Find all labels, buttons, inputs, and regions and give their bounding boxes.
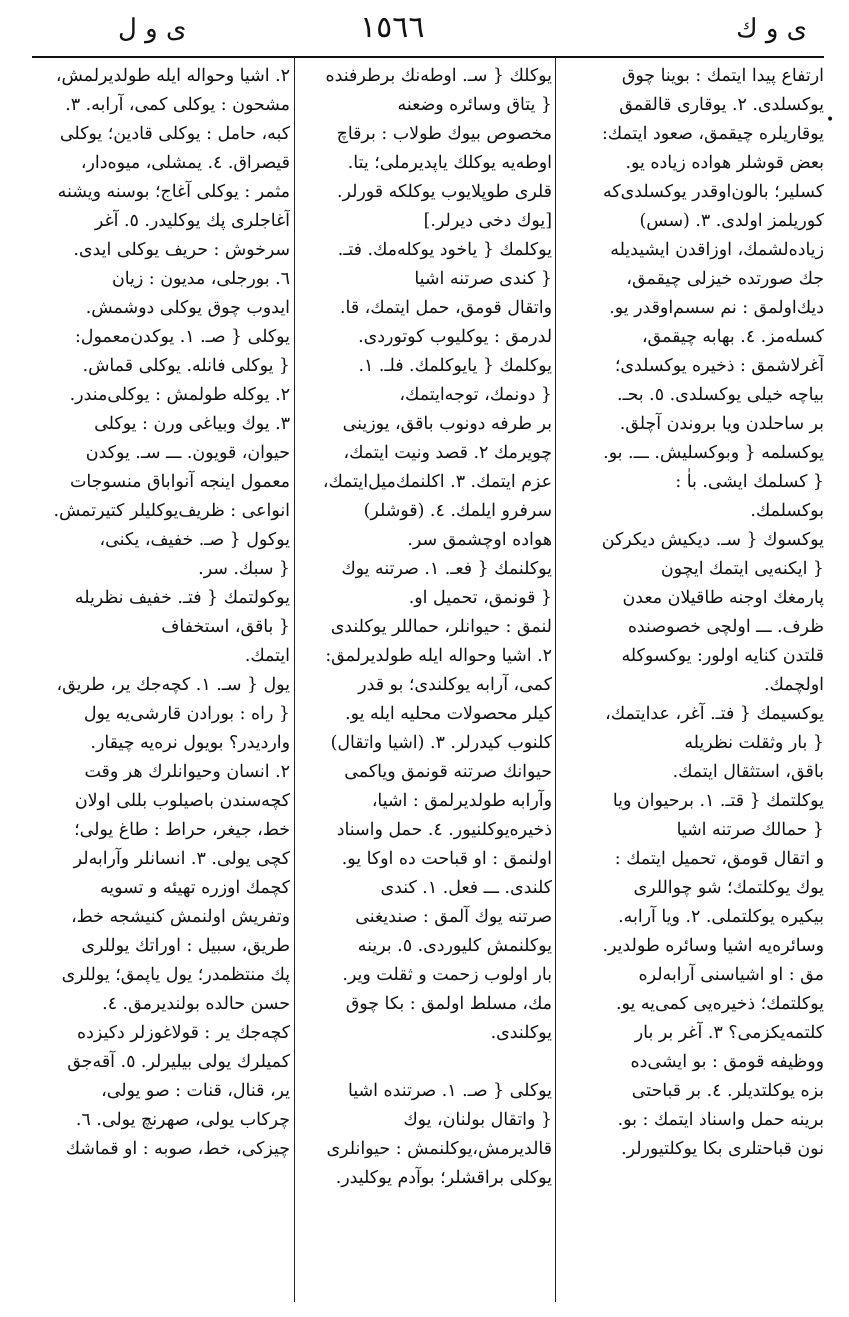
- text-line: مثمر : یوكلی آغاج؛ بوسنه ویشنه: [57, 182, 290, 202]
- text-line: مق : او اشیاسنی آرابه‌لره: [638, 965, 824, 985]
- text-line: كبه، حامل : یوكلی قادین؛ یوكلی: [59, 124, 290, 144]
- text-line: یوكلنمش كلیوردی. ٥. برینه: [357, 936, 552, 956]
- text-line: كچمك اوزره تهیئه و تسویه: [99, 878, 290, 898]
- text-line: بر ساحلدن ویا بروندن آچلق.: [619, 414, 824, 434]
- column-right: [560, 62, 824, 1302]
- text-line: كیلر محصولات محلیه ایله یو.: [345, 704, 552, 724]
- text-line: و اتقال قومق، تحمیل ایتمك :: [614, 849, 824, 869]
- text-line: ظرف. ـــ اولچی خصوصنده: [627, 617, 824, 637]
- text-line: [560, 1222, 824, 1251]
- text-line: كسلیر؛ بالون‌اوقدر یوكسلدی‌كه: [603, 182, 824, 202]
- text-line: بر طرفه دونوب باقق، یوزینی: [342, 414, 552, 434]
- text-line: جك صورتده خیزلی چیقمق،: [626, 269, 824, 289]
- text-line: { یتاق وسائره وضعنه: [397, 95, 552, 115]
- text-line: بار اولوب زحمت و ثقلت ویر.: [342, 965, 552, 985]
- column-middle: [298, 62, 552, 1302]
- text-line: اوطه‌یه یوكلك یاپدیرملی؛ یتا.: [347, 153, 552, 173]
- text-line: یوكلی { صـ. ١. صرتنده اشیا: [348, 1081, 552, 1101]
- text-line: { راه : بورادن قارشی‌یه یول: [83, 704, 290, 724]
- text-line: وسائره‌یه اشیا وسائره طولدیر.: [602, 936, 824, 956]
- text-line: معمول اینجه آنواباق منسوجات: [69, 472, 290, 492]
- text-line: هواده اوچشمق سر.: [407, 530, 552, 550]
- text-line: یول { سـ. ١. كچه‌جك یر، طریق،: [56, 675, 290, 695]
- text-line: زیاده‌لشمك، اوزاقدن ایشیدیله: [610, 240, 824, 260]
- text-line: ووظیفه قومق : بو ایشی‌ده: [630, 1052, 824, 1072]
- text-line: ٣. یوك وبیاغی ورن : یوكلی: [94, 414, 290, 434]
- text-line: یوكسلدی. ٢. یوقاری قالقمق: [619, 95, 824, 115]
- text-line: كلتمه‌یكزمی؟ ٣. آغر بر بار: [634, 1023, 824, 1043]
- text-line: { كسلمك ایشی. باٰ :: [675, 472, 824, 492]
- text-line: لدرمق : یوكلیوب كوتوردی.: [358, 327, 552, 347]
- text-line: { باقق، استخفاف: [161, 617, 290, 637]
- text-line: قلتدن كنایه اولور: یوكسوكله: [621, 646, 824, 666]
- text-line: پك منتظمدر؛ یول یاپمق؛ یوللری: [61, 965, 290, 985]
- text-line: [32, 1193, 290, 1222]
- text-line: ایدوب چوق یوكلی دوشمش.: [85, 298, 290, 318]
- header-left-guide-word: ی و ل: [118, 14, 187, 44]
- text-line: { واتقال بولنان، یوك: [403, 1110, 552, 1130]
- text-line: یوكلتمك { قتـ. ١. برحیوان ویا: [612, 791, 824, 811]
- text-line: عزم ایتمك. ٣. اكلنمك‌میل‌ایتمك،: [322, 472, 552, 492]
- text-line: یوكول { صـ. خفیف، یكنی،: [99, 530, 290, 550]
- text-line: یوكسیمك { فتـ. آغر، عدایتمك،: [605, 704, 824, 724]
- text-line: یر، قنال، قنات : صو یولی،: [101, 1081, 290, 1101]
- text-line: طریق، سبیل : اوراتك یوللری: [81, 936, 290, 956]
- text-line: اولنمق : او قباحت ده اوكا یو.: [341, 849, 552, 869]
- text-line: كچه‌جك یر : قولاغوزلر دكیزده: [77, 1023, 290, 1043]
- text-line: بیكیره یوكلتملی. ٢. ویا آرابه.: [618, 907, 824, 927]
- text-line: ارتفاع پیدا ایتمك : بوینا چوق: [621, 66, 824, 86]
- text-line: { دونمك، توجه‌ایتمك،: [399, 385, 552, 405]
- text-line: انواعی : ظریف‌یوكلیلر كتیرتمش.: [53, 501, 290, 521]
- text-line: كچی یولی. ٣. انسانلر وآرابه‌لر: [73, 849, 290, 869]
- text-line: یوكلندی.: [490, 1023, 552, 1043]
- text-line: بعض قوشلر هواده زیاده یو.: [625, 153, 824, 173]
- text-line: [560, 1193, 824, 1222]
- text-line: حیوان، قویون. ـــ سـ. یوكدن: [85, 443, 290, 463]
- margin-mark: •: [826, 112, 835, 128]
- text-line: پارمغك اوجنه طاقیلان معدن: [622, 588, 824, 608]
- text-line: یوكسلمه { وبوكسلیش. ـــ. بو.: [603, 443, 824, 463]
- text-line: كلنوب كیدرلر. ٣. (اشیا واتقال): [330, 733, 552, 753]
- text-line: سرخوش : حریف یوكلی ایدی.: [73, 240, 290, 260]
- text-line: كمی، آرابه یوكلندی؛ بو قدر: [358, 675, 552, 695]
- text-line: یوكولتمك { فتـ. خفیف نظریله: [74, 588, 290, 608]
- text-line: یوقاریلره چیقمق، صعود ایتمك:: [601, 124, 824, 144]
- text-line: [یوك دخی دیرلر.]: [423, 211, 552, 231]
- text-line: باقق، استثقال ایتمك.: [672, 762, 824, 782]
- text-line: آغاجلری پك یوكلیدر. ٥. آغر: [94, 211, 290, 231]
- text-line: ٢. اشیا وحواله ایله طولدیرلمق:: [325, 646, 552, 666]
- text-line: { ایكنه‌یی ایتمك ایچون: [660, 559, 824, 579]
- text-line: یوكلی { صـ. ١. یوكدن‌معمول:: [74, 327, 290, 347]
- text-line: { سبك. سر.: [198, 559, 290, 579]
- column-divider-1: [555, 58, 556, 1302]
- text-line: [560, 1164, 824, 1193]
- text-line: واتقال قومق، حمل ایتمك، قا.: [340, 298, 552, 318]
- text-line: خط، جیغر، حراط : طاغ یولی؛: [74, 820, 290, 840]
- text-line: یوكلنمك { فعـ. ١. صرتنه یوك: [341, 559, 552, 579]
- text-line: صرتنه یوك آلمق : صندیغنی: [355, 907, 552, 927]
- text-line: [32, 1222, 290, 1251]
- header-rule: [32, 56, 824, 58]
- text-line: بیاچه خیلی یوكسلدی. ٥. بحـ.: [616, 385, 824, 405]
- text-line: وآرابه طولدیرلمق : اشیا،: [371, 791, 552, 811]
- text-line: یوكلتمك؛ ذخیره‌یی كمی‌یه یو.: [615, 994, 824, 1014]
- text-line: كمیلرك یولی بیلیرلر. ٥. آقه‌جق: [67, 1052, 290, 1072]
- text-line: قالدیرمش،یوكلنمش : حیوانلری: [326, 1139, 552, 1159]
- text-line: { قونمق، تحمیل او.: [408, 588, 552, 608]
- text-line: مخصوص بیوك طولاب : برقاچ: [336, 124, 552, 144]
- text-line: دیك‌اولمق : نم سسم‌اوقدر یو.: [609, 298, 824, 318]
- text-line: ایتمك.: [244, 646, 290, 666]
- text-line: بوكسلمك.: [750, 501, 824, 521]
- text-line: بزه یوكلتدیلر. ٤. بر قباحتی: [631, 1081, 824, 1101]
- text-line: كلندی. ـــ فعل. ١. كندی: [380, 878, 552, 898]
- text-line: حسن حالده بولندیرمق. ٤.: [102, 994, 290, 1014]
- text-line: كسله‌مز. ٤. بهابه چیقمق،: [641, 327, 824, 347]
- column-left: [32, 62, 290, 1302]
- column-divider-2: [294, 58, 295, 1302]
- text-line: وتفریش اولنمش كنیشجه خط،: [71, 907, 290, 927]
- text-line: چیزكی، خط، صوبه : او قماشك: [65, 1139, 290, 1159]
- text-line: قلری طوپلایوب یوكلكه قورلر.: [336, 182, 552, 202]
- text-line: برینه حمل واسناد ایتمك : بو.: [617, 1110, 824, 1130]
- text-line: یوكلمك { یایوكلمك. فلـ. ١.: [358, 356, 552, 376]
- text-line: یوكلی براقشلر؛ بوآدم یوكلیدر.: [335, 1168, 552, 1188]
- text-line: { كندی صرتنه اشیا: [414, 269, 552, 289]
- header-right-guide-word: ی و ك: [736, 14, 807, 44]
- text-line: { بار وثقلت نظریله: [684, 733, 824, 753]
- text-line: مشحون : یوكلی كمی، آرابه. ٣.: [65, 95, 290, 115]
- text-line: چركاب یولی، صهرنچ یولی. ٦.: [75, 1110, 290, 1130]
- text-line: یوك یوكلتمك؛ شو چواللری: [633, 878, 824, 898]
- text-line: لنمق : حیوانلر، حماللر یوكلندی: [330, 617, 552, 637]
- text-line: یوكلك { سـ. اوطه‌نك برطرفنده: [325, 66, 552, 86]
- text-line: یوكسوك { سـ. دیكیش دیكركن: [601, 530, 824, 550]
- text-line: ٢. یوكله طولمش : یوكلی‌مندر.: [69, 385, 290, 405]
- text-line: { یوكلی فانله. یوكلی قماش.: [82, 356, 290, 376]
- text-line: آغرلاشمق : ذخیره یوكسلدی؛: [614, 356, 824, 376]
- text-line: چویرمك ٢. قصد ونیت ایتمك،: [343, 443, 552, 463]
- text-line: حیوانك صرتنه قونمق ویاكمی: [344, 762, 552, 782]
- text-line: اولچمك.: [764, 675, 824, 695]
- text-line: قیصراق. ٤. یمشلی، میوه‌دار،: [80, 153, 290, 173]
- text-line: كچه‌سندن باصیلوب بللی اولان: [74, 791, 290, 811]
- text-line: واردیدر؟ بویول نره‌یه چیقار.: [90, 733, 290, 753]
- text-line: ذخیره‌یوكلنیور. ٤. حمل واسناد: [336, 820, 552, 840]
- text-line: { حمالك صرتنه اشیا: [676, 820, 824, 840]
- text-line: ٢. اشیا وحواله ایله طولدیرلمش،: [55, 66, 290, 86]
- text-line: ٢. انسان وحیوانلرك هر وقت: [84, 762, 290, 782]
- text-line: یوكلمك { یاخود یوكله‌مك. فتـ.: [337, 240, 552, 260]
- text-line: [298, 1048, 552, 1077]
- page-number: ١٥٦٦: [360, 10, 425, 45]
- text-line: [32, 1164, 290, 1193]
- page-header: [0, 0, 849, 58]
- text-line: سرفرو ایلمك. ٤. (قوشلر): [363, 501, 552, 521]
- text-line: مك، مسلط اولمق : بكا چوق: [345, 994, 552, 1014]
- text-line: نون قباحتلری بكا یوكلتیورلر.: [621, 1139, 824, 1159]
- text-line: ٦. بورجلی، مدیون : زیان: [111, 269, 290, 289]
- text-line: كوریلمز اولدی. ٣. (سس): [639, 211, 824, 231]
